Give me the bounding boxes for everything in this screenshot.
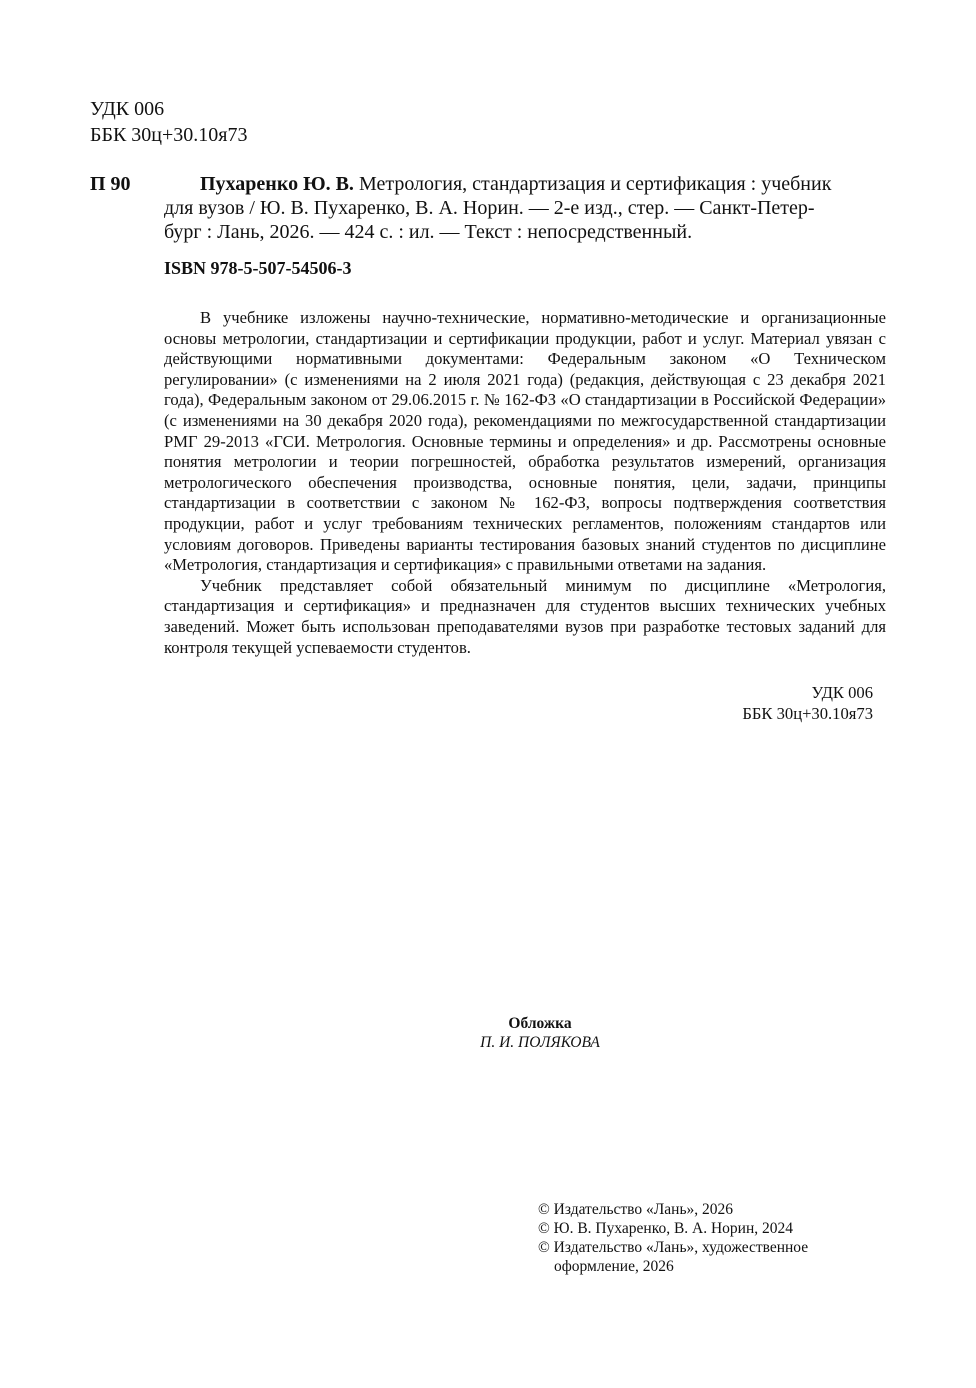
cover-designer: П. И. ПОЛЯКОВА [480, 1034, 600, 1051]
author-name: Пухаренко Ю. В. [200, 173, 354, 195]
title-text: Метрология, стандартизация и сертификация : учебник [358, 173, 832, 195]
udk-code: УДК 006 [811, 683, 873, 702]
copyright-block [538, 1200, 858, 1276]
annotation-paragraph: Учебник представляет собой обязательный минимум по дисциплине «Метрология, стандартизация и сертификация» и предназначен для студентов высших технических учебных заведений. Может быть использован преподавателями вузов при разработке тестовых заданий для контроля текущей успеваемости студентов. [164, 575, 886, 657]
copyright-line: © Ю. В. Пухаренко, В. А. Норин, 2024 [538, 1220, 794, 1237]
footer-classification-codes [742, 683, 873, 724]
annotation-paragraph: В учебнике изложены научно-технические, нормативно-методические и организационные основы метрологии, стандартизации и сертификации продукции, работ и услуг. Материал увязан с действующими нормативными документами: Федеральным законом «О Техническом регулировании» (с изменениями на 2 июля 2021 года) (редакция, действующая с 23 декабря 2021 года), Федеральным законом от 29.06.2015 г. № 162-ФЗ «О стандартизации в Российской Федерации» (с изменениями на 30 декабря 2020 года), рекомендациями по межгосударственной стандартизации РМГ 29-2013 «ГСИ. Метрология. Основные термины и определения» и др. Рассмотрены основные понятия метрологии и теории погрешностей, обработка результатов измерений, организация метрологического обеспечения производства, основные понятия, цели, задачи, принципы стандартизации в соответствии с законом № 162-ФЗ, вопросы подтверждения соответствия продукции, работ и услуг требованиям технических регламентов, положениям стандартов или условиям договоров. Приведены варианты тестирования базовых знаний студентов по дисциплине «Метрология, стандартизация и сертификация» с правильными ответами на задания. [164, 308, 886, 575]
header-classification-codes [90, 96, 248, 148]
udk-code: УДК 006 [90, 98, 165, 120]
copyright-line: © Издательство «Лань», 2026 [538, 1201, 734, 1218]
biblio-line-2: для вузов / Ю. В. Пухаренко, В. А. Норин. — 2-е изд., стер. — Санкт-Петер- [164, 197, 815, 219]
cover-label: Обложка [508, 1015, 572, 1032]
annotation [164, 308, 886, 658]
cover-credit [0, 1014, 976, 1052]
copyright-line: оформление, 2026 [554, 1258, 674, 1275]
isbn: ISBN 978-5-507-54506-3 [164, 258, 352, 278]
biblio-line-1 [164, 172, 886, 196]
bbk-code: ББК 30ц+30.10я73 [90, 124, 248, 146]
bibliographic-record [164, 172, 886, 244]
bbk-code: ББК 30ц+30.10я73 [742, 703, 873, 723]
biblio-line-3: бург : Лань, 2026. — 424 с. : ил. — Текст : непосредственный. [164, 221, 693, 243]
copyright-line: © Издательство «Лань», художественное [538, 1239, 809, 1256]
author-mark: П 90 [90, 173, 131, 195]
